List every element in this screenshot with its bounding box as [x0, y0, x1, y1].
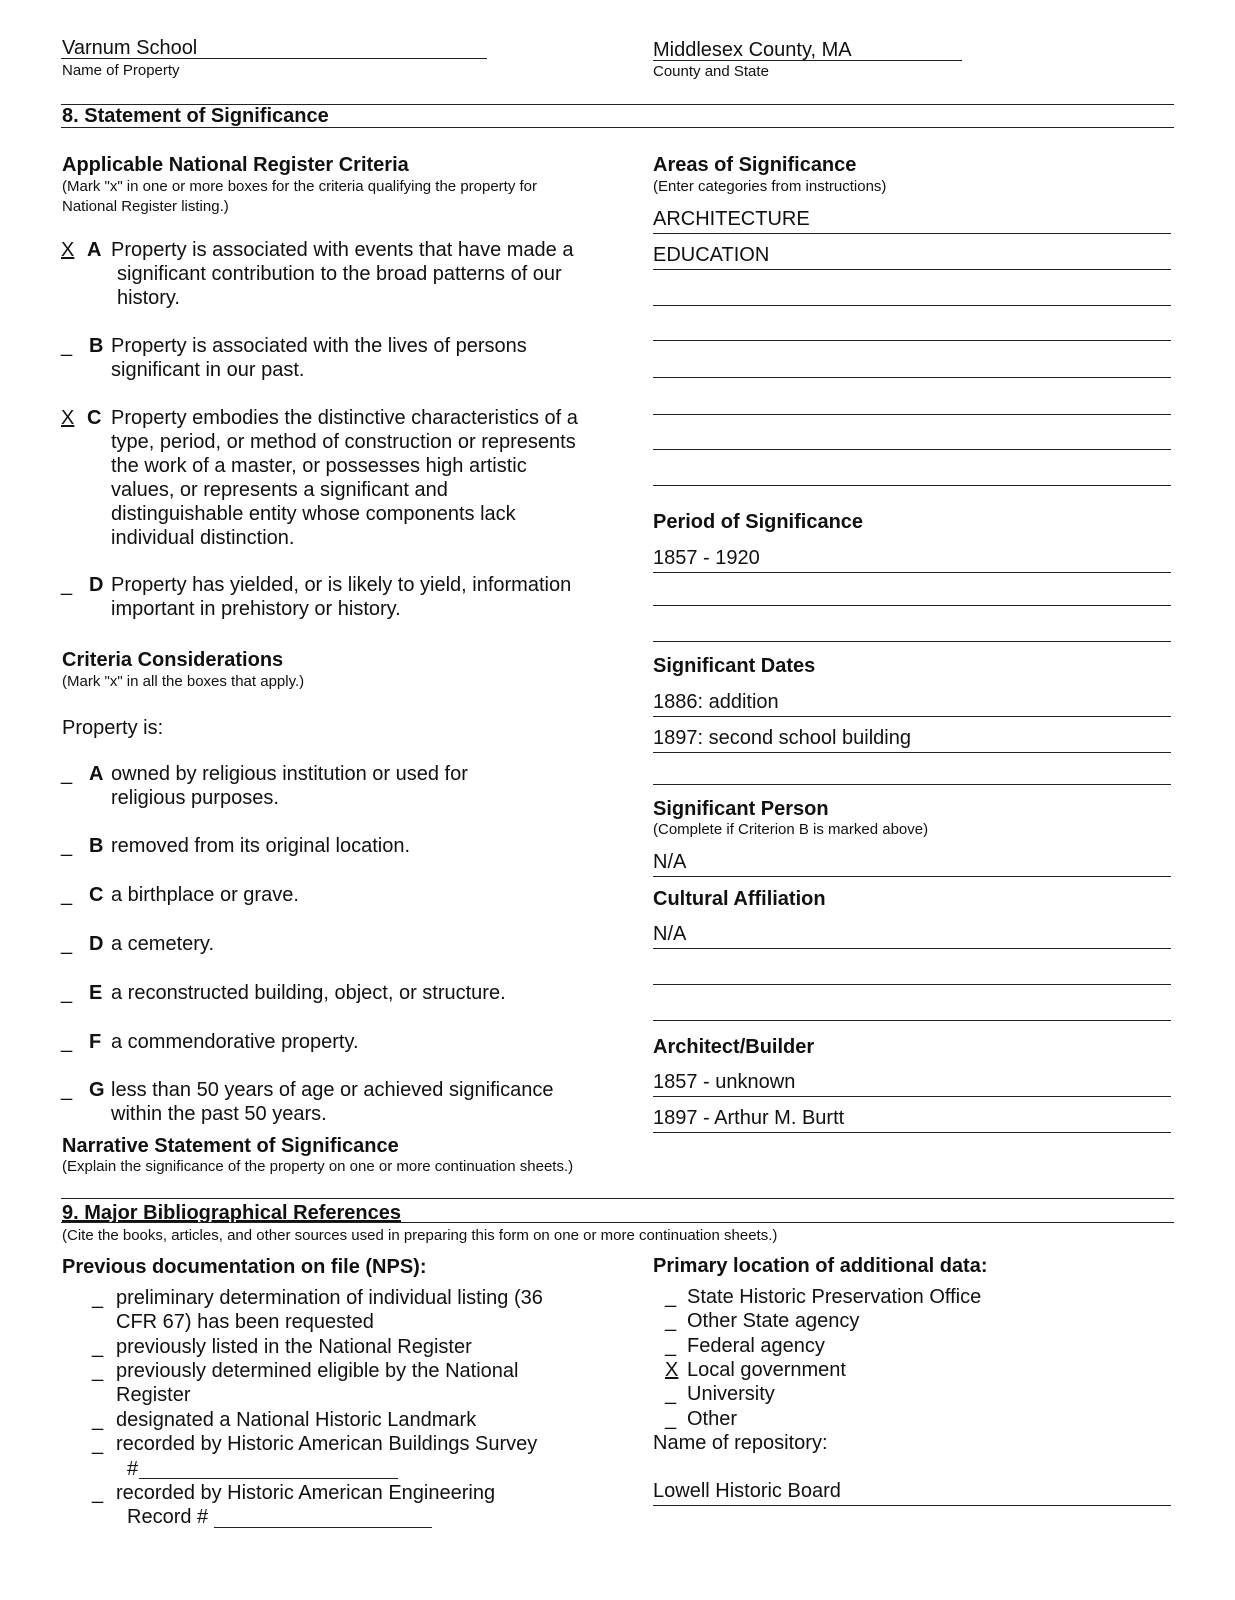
criterion-text: Property is associated with events that have made a significant contribution to the broad patterns of our history.: [111, 239, 574, 309]
dates-title: Significant Dates: [653, 655, 816, 677]
location-item: [665, 1309, 859, 1333]
architect-title: Architect/Builder: [653, 1036, 815, 1058]
consideration-b: [61, 834, 581, 858]
prev-item: [92, 1432, 572, 1456]
consideration-text: removed from its original location.: [111, 835, 411, 857]
consideration-mark: _: [61, 1031, 73, 1053]
property-name-label: Name of Property: [62, 62, 180, 79]
criteria-note: (Mark "x" in one or more boxes for the criteria qualifying the property for National Register listing.): [62, 178, 538, 215]
criterion-mark: _: [61, 335, 73, 357]
person-title: Significant Person: [653, 798, 829, 820]
consideration-mark: _: [61, 835, 73, 857]
areas-note: (Enter categories from instructions): [653, 178, 887, 195]
section-8-title: 8. Statement of Significance: [62, 105, 329, 127]
consideration-c: [61, 883, 581, 907]
prev-text: designated a National Historic Landmark: [116, 1409, 477, 1431]
consideration-text: a cemetery.: [111, 933, 214, 955]
prev-item: [92, 1408, 572, 1432]
location-text: University: [687, 1383, 775, 1405]
consideration-f: [61, 1030, 581, 1054]
criterion-letter: C: [87, 407, 102, 429]
prev-mark: _: [92, 1409, 104, 1431]
consideration-text: a reconstructed building, object, or structure.: [111, 982, 506, 1004]
location-mark: _: [665, 1310, 677, 1332]
criterion-mark: _: [61, 574, 73, 596]
criterion-text: Property has yielded, or is likely to yield, information important in prehistory or history.: [111, 574, 572, 620]
location-mark: _: [665, 1286, 677, 1308]
prev-text: recorded by Historic American Engineering: [116, 1482, 496, 1504]
section-9-note: (Cite the books, articles, and other sources used in preparing this form on one or more continuation sheets.): [62, 1227, 778, 1244]
criterion-text: Property is associated with the lives of persons significant in our past.: [111, 335, 527, 381]
haer-record-field[interactable]: [214, 1527, 432, 1528]
prev-mark: _: [92, 1360, 104, 1382]
haer-record-label: Record #: [127, 1506, 209, 1528]
considerations-title: Criteria Considerations: [62, 649, 284, 671]
habs-number-field[interactable]: [139, 1478, 398, 1479]
consideration-e: [61, 981, 581, 1005]
location-mark: X: [665, 1359, 679, 1381]
consideration-letter: A: [89, 763, 104, 785]
architect-field: 1897 - Arthur M. Burtt: [653, 1106, 1171, 1133]
consideration-letter: C: [89, 884, 104, 906]
consideration-d: [61, 932, 581, 956]
prev-text: recorded by Historic American Buildings Survey: [116, 1433, 538, 1455]
location-mark: _: [665, 1335, 677, 1357]
consideration-letter: G: [89, 1079, 105, 1101]
prev-mark: _: [92, 1336, 104, 1358]
prev-item: [92, 1359, 572, 1407]
criterion-letter: B: [89, 335, 104, 357]
prev-mark: _: [92, 1433, 104, 1455]
location-item: [665, 1285, 981, 1309]
consideration-mark: _: [61, 933, 73, 955]
property-is-label: Property is:: [62, 717, 164, 739]
location-text: Other State agency: [687, 1310, 860, 1332]
criterion-letter: D: [89, 574, 104, 596]
county-state: Middlesex County, MA: [653, 39, 852, 61]
consideration-mark: _: [61, 763, 73, 785]
section-9-title: 9. Major Bibliographical References: [62, 1202, 401, 1224]
repository-field: Lowell Historic Board: [653, 1479, 1171, 1506]
county-state-label: County and State: [653, 63, 769, 80]
cultural-field: N/A: [653, 922, 1171, 949]
location-text: Local government: [687, 1359, 846, 1381]
consideration-letter: B: [89, 835, 104, 857]
areas-title: Areas of Significance: [653, 154, 857, 176]
location-text: State Historic Preservation Office: [687, 1286, 982, 1308]
location-item: [665, 1382, 775, 1406]
prev-item: [92, 1286, 572, 1334]
criterion-letter: A: [87, 239, 102, 261]
criterion-text: Property embodies the distinctive characteristics of a type, period, or method of construction or represents the work of a master, or possesses high artistic values, or represents a significant and distinguishable entity whose components lack individual distinction.: [111, 407, 578, 549]
date-field: 1897: second school building: [653, 726, 1171, 753]
repository-label: Name of repository:: [653, 1432, 828, 1454]
prev-title: Previous documentation on file (NPS):: [62, 1256, 427, 1278]
prev-mark: _: [92, 1287, 104, 1309]
cultural-title: Cultural Affiliation: [653, 888, 826, 910]
criterion-c: [61, 406, 581, 550]
narrative-title: Narrative Statement of Significance: [62, 1135, 399, 1157]
criteria-title: Applicable National Register Criteria: [62, 154, 409, 176]
consideration-letter: E: [89, 982, 103, 1004]
consideration-mark: _: [61, 1079, 73, 1101]
period-title: Period of Significance: [653, 511, 864, 533]
habs-number-label: #: [127, 1458, 139, 1480]
person-note: (Complete if Criterion B is marked above): [653, 821, 929, 838]
architect-field: 1857 - unknown: [653, 1070, 1171, 1097]
prev-text: preliminary determination of individual listing (36 CFR 67) has been requested: [116, 1287, 543, 1333]
consideration-mark: _: [61, 884, 73, 906]
consideration-text: a birthplace or grave.: [111, 884, 299, 906]
location-item: [665, 1358, 846, 1382]
prev-mark: _: [92, 1482, 104, 1504]
prev-text: previously listed in the National Register: [116, 1336, 472, 1358]
narrative-note: (Explain the significance of the property on one or more continuation sheets.): [62, 1158, 574, 1175]
location-item: [665, 1407, 737, 1431]
consideration-mark: _: [61, 982, 73, 1004]
location-text: Other: [687, 1408, 738, 1430]
criterion-mark: X: [61, 239, 75, 261]
consideration-text: owned by religious institution or used for religious purposes.: [111, 763, 468, 809]
consideration-letter: D: [89, 933, 104, 955]
property-name: Varnum School: [62, 37, 198, 59]
considerations-note: (Mark "x" in all the boxes that apply.): [62, 673, 305, 690]
prev-text: previously determined eligible by the National Register: [116, 1360, 519, 1406]
date-field: 1886: addition: [653, 690, 1171, 717]
prev-item: [92, 1335, 572, 1359]
criterion-d: [61, 573, 581, 621]
criterion-mark: X: [61, 407, 75, 429]
person-field: N/A: [653, 850, 1171, 877]
area-field: EDUCATION: [653, 243, 1171, 270]
consideration-text: less than 50 years of age or achieved significance within the past 50 years.: [111, 1079, 554, 1125]
location-mark: _: [665, 1383, 677, 1405]
primary-title: Primary location of additional data:: [653, 1255, 988, 1277]
consideration-letter: F: [89, 1031, 102, 1053]
consideration-text: a commendorative property.: [111, 1031, 359, 1053]
consideration-a: [61, 762, 581, 810]
period-field: 1857 - 1920: [653, 546, 1171, 573]
consideration-g: [61, 1078, 581, 1126]
location-mark: _: [665, 1408, 677, 1430]
area-field: ARCHITECTURE: [653, 207, 1171, 234]
location-text: Federal agency: [687, 1335, 825, 1357]
criterion-a: [61, 238, 581, 310]
location-item: [665, 1334, 825, 1358]
prev-item: [92, 1481, 572, 1505]
criterion-b: [61, 334, 581, 382]
